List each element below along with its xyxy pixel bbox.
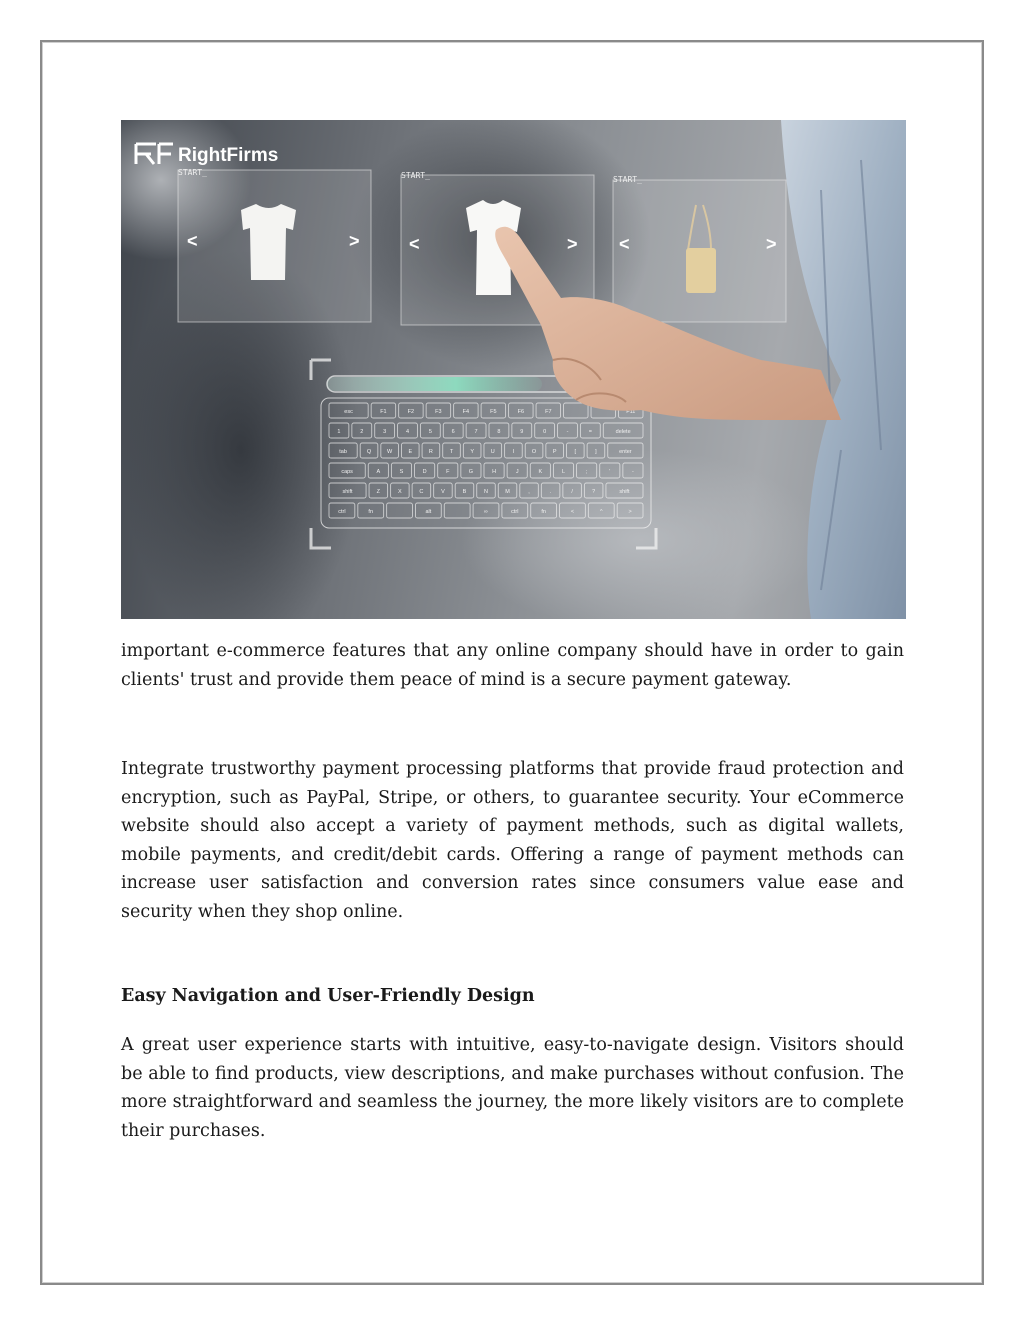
section-heading-navigation: Easy Navigation and User-Friendly Design bbox=[121, 986, 535, 1006]
keyboard-key-label: , bbox=[528, 489, 530, 495]
keyboard-key-label: < bbox=[570, 509, 575, 515]
keyboard-key-label: 6 bbox=[451, 429, 455, 435]
keyboard-key-label: F2 bbox=[407, 409, 415, 415]
keyboard-key-label: D bbox=[422, 469, 427, 475]
keyboard-key-label: 8 bbox=[497, 429, 501, 435]
keyboard-key-label: ∞ bbox=[484, 509, 488, 515]
hero-illustration bbox=[121, 120, 906, 619]
keyboard-key-label: F6 bbox=[517, 409, 525, 415]
keyboard-key-label: 0 bbox=[543, 429, 547, 435]
keyboard-key-label: G bbox=[468, 469, 474, 475]
svg-text:RightFirms: RightFirms bbox=[178, 145, 279, 166]
keyboard-key-label: Q bbox=[366, 449, 372, 455]
keyboard-key-label: 2 bbox=[360, 429, 364, 435]
keyboard-key-label: 5 bbox=[428, 429, 432, 435]
keyboard-key-label: B bbox=[462, 489, 467, 495]
keyboard-key-label: caps bbox=[341, 469, 353, 475]
svg-text:>: > bbox=[567, 234, 578, 254]
keyboard-key-label: U bbox=[490, 449, 495, 455]
keyboard-key-label: R bbox=[428, 449, 433, 455]
keyboard-key-label: F5 bbox=[490, 409, 497, 415]
keyboard-key-label: tab bbox=[339, 449, 347, 455]
keyboard-key-label: fn bbox=[368, 509, 374, 515]
paragraph-payment-platforms: Integrate trustworthy payment processing platforms that provide fraud protection and encryption, such as PayPal, Stripe, or others, to guarantee security. Your eCommerce website should also accept a variety of payment methods, such as digital wallets, mobile payments, and credit/debit cards. Offering a range of payment methods can increase user satisfaction and conversion rates since consumers value ease and security when they shop online. bbox=[121, 759, 904, 922]
product-panel-3 bbox=[613, 180, 786, 322]
keyboard-key-label: V bbox=[441, 489, 445, 495]
keyboard-key-label: F4 bbox=[462, 409, 470, 415]
keyboard-key-label: 1 bbox=[337, 429, 341, 435]
keyboard-key-label: F7 bbox=[545, 409, 552, 415]
keyboard-key bbox=[564, 403, 588, 418]
keyboard-key-label: ctrl bbox=[338, 509, 346, 515]
keyboard-key-label: enter bbox=[619, 449, 632, 455]
keyboard-key-label: I bbox=[512, 449, 515, 455]
keyboard-key-label: [ bbox=[574, 449, 577, 455]
keyboard-key-label: - bbox=[566, 429, 569, 435]
keyboard-key-label: A bbox=[376, 469, 381, 475]
keyboard-key-label: esc bbox=[344, 409, 353, 415]
product-panel-1 bbox=[178, 170, 371, 322]
keyboard-key-label: T bbox=[449, 449, 454, 455]
keyboard-key-label: ' bbox=[609, 469, 611, 475]
panel-2-label: START_ bbox=[401, 171, 430, 180]
keyboard-key-label: X bbox=[398, 489, 402, 495]
keyboard-key-label: W bbox=[387, 449, 393, 455]
svg-text:<: < bbox=[619, 234, 630, 254]
keyboard-key-label: . bbox=[549, 489, 552, 495]
keyboard-key-label: Z bbox=[376, 489, 381, 495]
keyboard-key-label: > bbox=[628, 509, 632, 515]
keyboard-key-label: = bbox=[588, 429, 592, 435]
keyboard-key-label: 9 bbox=[520, 429, 524, 435]
keyboard-key-label: shift bbox=[342, 489, 353, 495]
keyboard-key-label: P bbox=[552, 449, 557, 455]
keyboard-key-label: ; bbox=[585, 469, 588, 475]
keyboard-key-label: F3 bbox=[435, 409, 442, 415]
svg-text:>: > bbox=[349, 231, 360, 251]
keyboard-key-label: O bbox=[531, 449, 537, 455]
keyboard-key-label: J bbox=[515, 469, 519, 475]
panel-1-label: START_ bbox=[178, 168, 207, 177]
keyboard-key-label: F bbox=[446, 469, 450, 475]
keyboard-key-label: C bbox=[419, 489, 424, 495]
keyboard-key-label: ? bbox=[592, 489, 596, 495]
svg-text:<: < bbox=[187, 231, 198, 251]
keyboard-key-label: alt bbox=[425, 509, 432, 515]
paragraph-secure-payment: important e-commerce features that any online company should have in order to gain clients' trust and provide them peace of mind is a secure payment gateway. bbox=[121, 641, 904, 690]
keyboard-key-label: ctrl bbox=[511, 509, 519, 515]
keyboard-key-label: M bbox=[505, 489, 510, 495]
keyboard-key-label: S bbox=[399, 469, 404, 475]
keyboard-key-label: ^ bbox=[599, 509, 603, 515]
keyboard-key-label: shift bbox=[619, 489, 630, 495]
svg-text:<: < bbox=[409, 234, 420, 254]
keyboard-key-label: 7 bbox=[474, 429, 478, 435]
keyboard-key-label: K bbox=[538, 469, 543, 475]
keyboard-key-label: / bbox=[571, 489, 573, 495]
keyboard-key-label: F1 bbox=[380, 409, 387, 415]
keyboard-key-label: ] bbox=[595, 449, 597, 455]
svg-text:>: > bbox=[766, 234, 777, 254]
keyboard-key bbox=[444, 503, 470, 518]
keyboard-key-label: fn bbox=[541, 509, 546, 515]
keyboard-key-label: N bbox=[484, 489, 488, 495]
keyboard-key-label: F11 bbox=[626, 409, 636, 415]
keyboard-key-label: L bbox=[561, 469, 566, 475]
keyboard-key-label: E bbox=[408, 449, 413, 455]
keyboard-key-label: H bbox=[492, 469, 497, 475]
keyboard-key bbox=[387, 503, 413, 518]
panel-3-label: START_ bbox=[613, 175, 642, 184]
keyboard-key-label: - bbox=[632, 469, 634, 475]
paragraph-user-experience: A great user experience starts with intuitive, easy-to-navigate design. Visitors should be able to find products, view descriptions, and make purchases without confusion. The more straightforward and seamless the journey, the more likely visitors are to complete their purchases. bbox=[121, 1035, 904, 1141]
keyboard-key-label: 3 bbox=[383, 429, 387, 435]
hero-image bbox=[121, 120, 906, 619]
keyboard-key-label: delete bbox=[615, 429, 631, 435]
keyboard-key-label: 4 bbox=[405, 429, 410, 435]
keyboard-key-label: Y bbox=[470, 449, 474, 455]
